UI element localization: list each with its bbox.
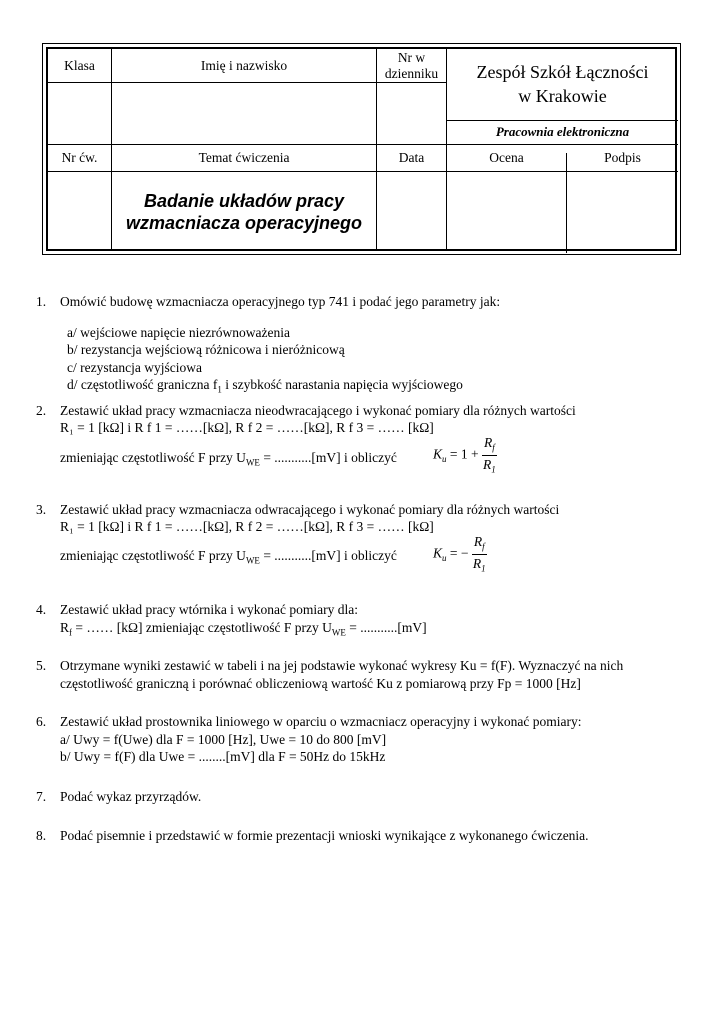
task-4-line1: Zestawić układ pracy wtórnika i wykonać pomiary dla: — [60, 602, 359, 617]
col-klasa: Klasa — [64, 57, 95, 73]
task-4-l2-sub: f — [69, 627, 73, 638]
task-2-fraction — [482, 436, 497, 474]
task-1-d-sub: 1 — [217, 384, 222, 395]
task-3-den-sub: 1 — [481, 563, 486, 574]
task-3-num-sub: f — [482, 541, 485, 552]
task-1-d-post: i szybkość narastania napięcia wyjściowego — [221, 377, 463, 392]
task-2-r-line: R₁ = 1 [kΩ] i R f 1 = ……[kΩ], R f 2 = ……[kΩ], R f 3 = …… [kΩ] — [60, 420, 434, 435]
task-1-number: 1. — [36, 294, 47, 309]
task-2-den: R — [483, 456, 492, 472]
school-line1: Zespół Szkół Łączności — [476, 62, 649, 83]
task-1-b: b/ rezystancja wejściową różnicowa i nieróżnicową — [67, 342, 345, 357]
task-2-line1: Zestawić układ pracy wzmacniacza nieodwracającego i wykonać pomiary dla różnych wartości — [60, 403, 576, 418]
task-3-formula — [433, 535, 487, 573]
task-3-formula-lhs: K — [433, 545, 443, 561]
task-1-a: a/ wejściowe napięcie niezrównoważenia — [67, 325, 291, 340]
task-2-freq-line — [60, 450, 397, 468]
task-3-freq-line — [60, 548, 397, 566]
task-3-num: R — [473, 534, 483, 549]
task-8-line1: Podać pisemnie i przedstawić w formie prezentacji wnioski wynikające z wykonanego ćwiczenia. — [60, 828, 589, 843]
col-ocena: Ocena — [489, 150, 524, 166]
topic-line2: wzmacniacza operacyjnego — [125, 213, 363, 233]
task-3-freq-post: = ...........[mV] i obliczyć — [259, 548, 397, 563]
task-5-line1: Otrzymane wyniki zestawić w tabeli i na jej podstawie wykonać wykresy Ku = f(F). Wyznaczyć na nich — [60, 658, 624, 673]
col-temat: Temat ćwiczenia — [198, 150, 290, 166]
task-8-number: 8. — [36, 828, 47, 843]
task-2-num-sub: f — [492, 442, 495, 453]
task-2-freq-sub: WE — [245, 457, 260, 468]
task-5-line2: częstotliwość graniczną i porównać obliczeniową wartość Ku z pomiarową przy Fp = 1000 [Hz] — [60, 676, 581, 691]
header-table — [42, 43, 681, 255]
task-2-freq-pre: zmieniając częstotliwość F przy U — [60, 450, 246, 465]
col-nr-line1: Nr w — [397, 49, 426, 65]
col-imie-nazwisko: Imię i nazwisko — [200, 57, 288, 73]
task-1-d-pre: d/ częstotliwość graniczna f — [67, 377, 218, 392]
task-6-line3: b/ Uwy = f(F) dla Uwe = ........[mV] dla F = 50Hz do 15kHz — [60, 749, 386, 764]
task-3-freq-sub: WE — [245, 555, 260, 566]
task-2-formula — [433, 436, 497, 474]
exercise-topic — [112, 172, 376, 252]
task-3-formula-mid: = − — [446, 545, 469, 561]
task-4-number: 4. — [36, 602, 47, 617]
task-4-l2-mid: = …… [kΩ] zmieniając częstotliwość F przy U — [72, 620, 332, 635]
task-3-number: 3. — [36, 502, 47, 517]
task-6-line1: Zestawić układ prostownika liniowego w oparciu o wzmacniacz operacyjny i wykonać pomiary: — [60, 714, 582, 729]
pracownia-label: Pracownia elektroniczna — [495, 124, 630, 140]
task-4-l2-pre: R — [60, 620, 70, 635]
task-2-formula-mid: = 1 + — [446, 446, 479, 462]
col-podpis: Podpis — [604, 150, 641, 166]
task-1-d — [67, 377, 463, 395]
school-line2: w Krakowie — [518, 85, 607, 106]
col-nr-line2: dzienniku — [384, 65, 439, 81]
task-1-text: Omówić budowę wzmacniacza operacyjnego typ 741 i podać jego parametry jak: — [60, 294, 501, 309]
task-4-line2 — [60, 620, 427, 638]
task-3-formula-sub: u — [442, 552, 447, 563]
task-3-freq-pre: zmieniając częstotliwość F przy U — [60, 548, 246, 563]
task-2-den-sub: 1 — [491, 464, 496, 475]
task-3-line1: Zestawić układ pracy wzmacniacza odwracającego i wykonać pomiary dla różnych wartości — [60, 502, 560, 517]
task-2-num: R — [484, 435, 493, 450]
task-7-line1: Podać wykaz przyrządów. — [60, 789, 202, 804]
task-3-fraction — [472, 535, 487, 573]
task-3-r-line: R₁ = 1 [kΩ] i R f 1 = ……[kΩ], R f 2 = ……[kΩ], R f 3 = …… [kΩ] — [60, 519, 434, 534]
task-6-number: 6. — [36, 714, 47, 729]
task-5-number: 5. — [36, 658, 47, 673]
col-nr-cw: Nr ćw. — [61, 150, 98, 166]
header-table-inner — [46, 47, 677, 251]
task-2-number: 2. — [36, 403, 47, 418]
task-7-number: 7. — [36, 789, 47, 804]
col-nr-dziennik — [377, 49, 446, 82]
task-2-freq-post: = ...........[mV] i obliczyć — [259, 450, 397, 465]
task-4-l2-sub2: WE — [331, 627, 346, 638]
task-4-l2-post: = ...........[mV] — [345, 620, 427, 635]
task-3-den: R — [472, 555, 482, 571]
task-6-line2: a/ Uwy = f(Uwe) dla F = 1000 [Hz], Uwe = 10 do 800 [mV] — [60, 732, 387, 747]
task-1-c: c/ rezystancja wyjściowa — [67, 360, 202, 375]
task-2-formula-lhs: K — [433, 446, 443, 462]
col-data: Data — [398, 150, 425, 166]
task-2-formula-sub: u — [442, 453, 447, 464]
school-name — [447, 49, 678, 120]
topic-line1: Badanie układów pracy — [143, 190, 345, 211]
